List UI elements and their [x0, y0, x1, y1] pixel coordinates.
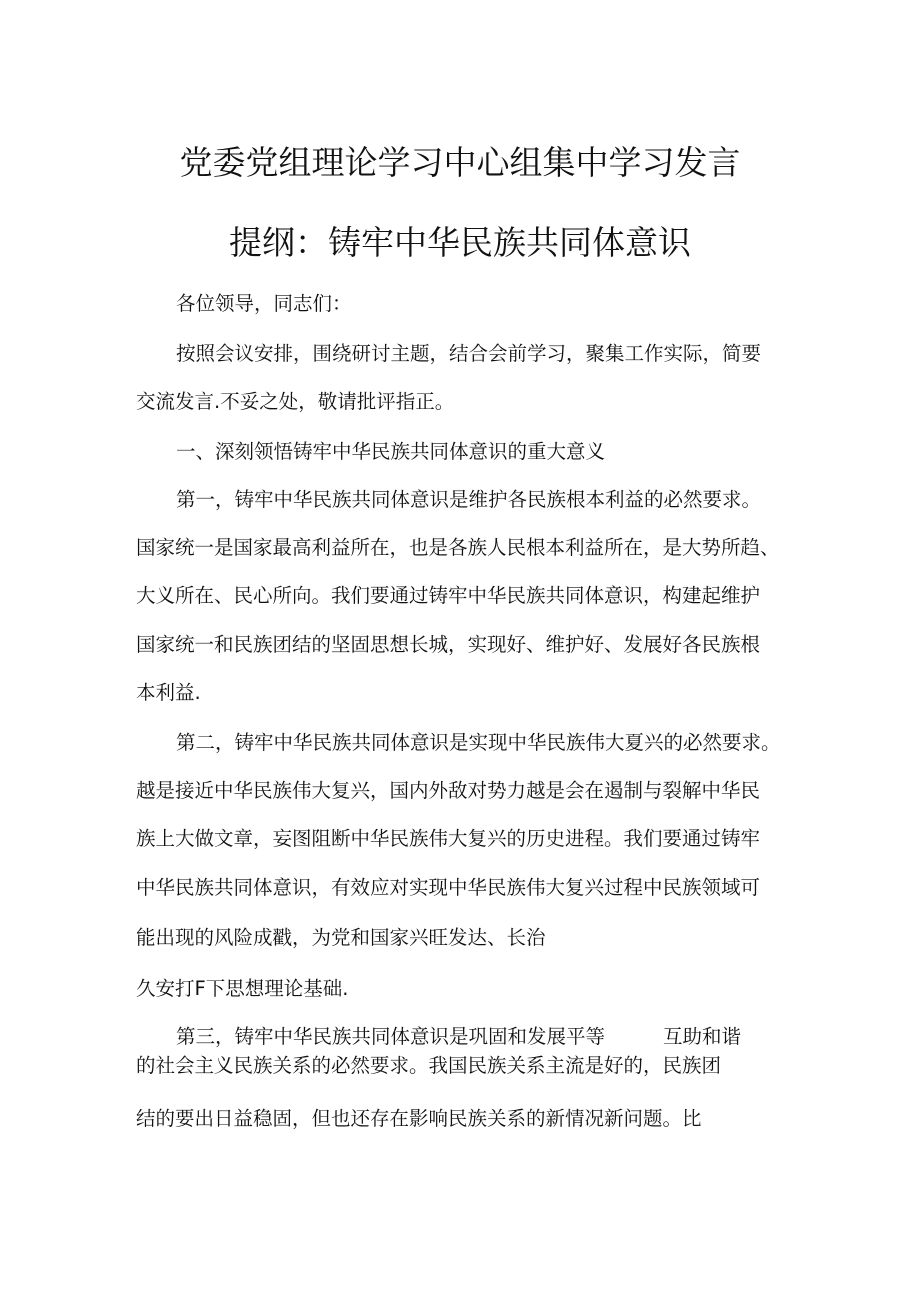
paragraph-2-line-5: 能出现的风险成戳，为党和国家兴旺发达、长治	[136, 926, 546, 949]
document-title-line-1: 党委党组理论学习中心组集中学习发言	[179, 143, 741, 182]
paragraph-1-line-4: 国家统一和民族团结的坚固思想长城，实现好、维护好、发展好各民族根	[136, 633, 761, 656]
paragraph-1-line-5: 本利益.	[136, 681, 201, 704]
paragraph-2-line-3: 族上大做文章，妄图阻断中华民族伟大复兴的历史进程。我们要通过铸牢	[136, 827, 761, 850]
paragraph-2-line-2: 越是接近中华民族伟大复兴，国内外敌对势力越是会在遏制与裂解中华民	[136, 779, 761, 802]
paragraph-3-line-3: 结的要出日益稳固，但也还存在影响民族关系的新情况新问题。比	[136, 1107, 702, 1130]
document-title-line-2: 提纲：铸牢中华民族共同体意识	[229, 223, 691, 262]
paragraph-2-line-6: 久安打F下思想理论基础.	[136, 977, 349, 1000]
intro-line-2: 交流发言.不妥之处，敬请批评指正。	[136, 390, 455, 413]
paragraph-1-line-2: 国家统一是国家最高利益所在，也是各族人民根本利益所在，是大势所趋、	[136, 536, 780, 559]
paragraph-3-line-1-part-b: 互助和谐	[663, 1025, 742, 1048]
intro-line-1: 按照会议安排，围绕研讨主题，结合会前学习，聚集工作实际，简要	[176, 342, 762, 365]
salutation: 各位领导，同志们：	[176, 292, 352, 315]
section-1-heading: 一、深刻领悟铸牢中华民族共同体意识的重大意义	[176, 440, 606, 463]
paragraph-1-line-1: 第一，铸牢中华民族共同体意识是维护各民族根本利益的必然要求。	[176, 488, 762, 511]
paragraph-3-line-1	[176, 1021, 741, 1049]
paragraph-3-line-1-part-a: 第三，铸牢中华民族共同体意识是巩固和发展平等	[176, 1025, 606, 1048]
paragraph-1-line-3: 大义所在、民心所向。我们要通过铸牢中华民族共同体意识，构建起维护	[136, 584, 761, 607]
paragraph-2-line-4: 中华民族共同体意识，有效应对实现中华民族伟大复兴过程中民族领域可	[136, 876, 761, 899]
paragraph-2-line-1: 第二，铸牢中华民族共同体意识是实现中华民族伟大夏兴的必然要求。	[176, 731, 781, 754]
paragraph-3-line-2: 的社会主义民族关系的必然要求。我国民族关系主流是好的，民族团	[136, 1054, 722, 1077]
